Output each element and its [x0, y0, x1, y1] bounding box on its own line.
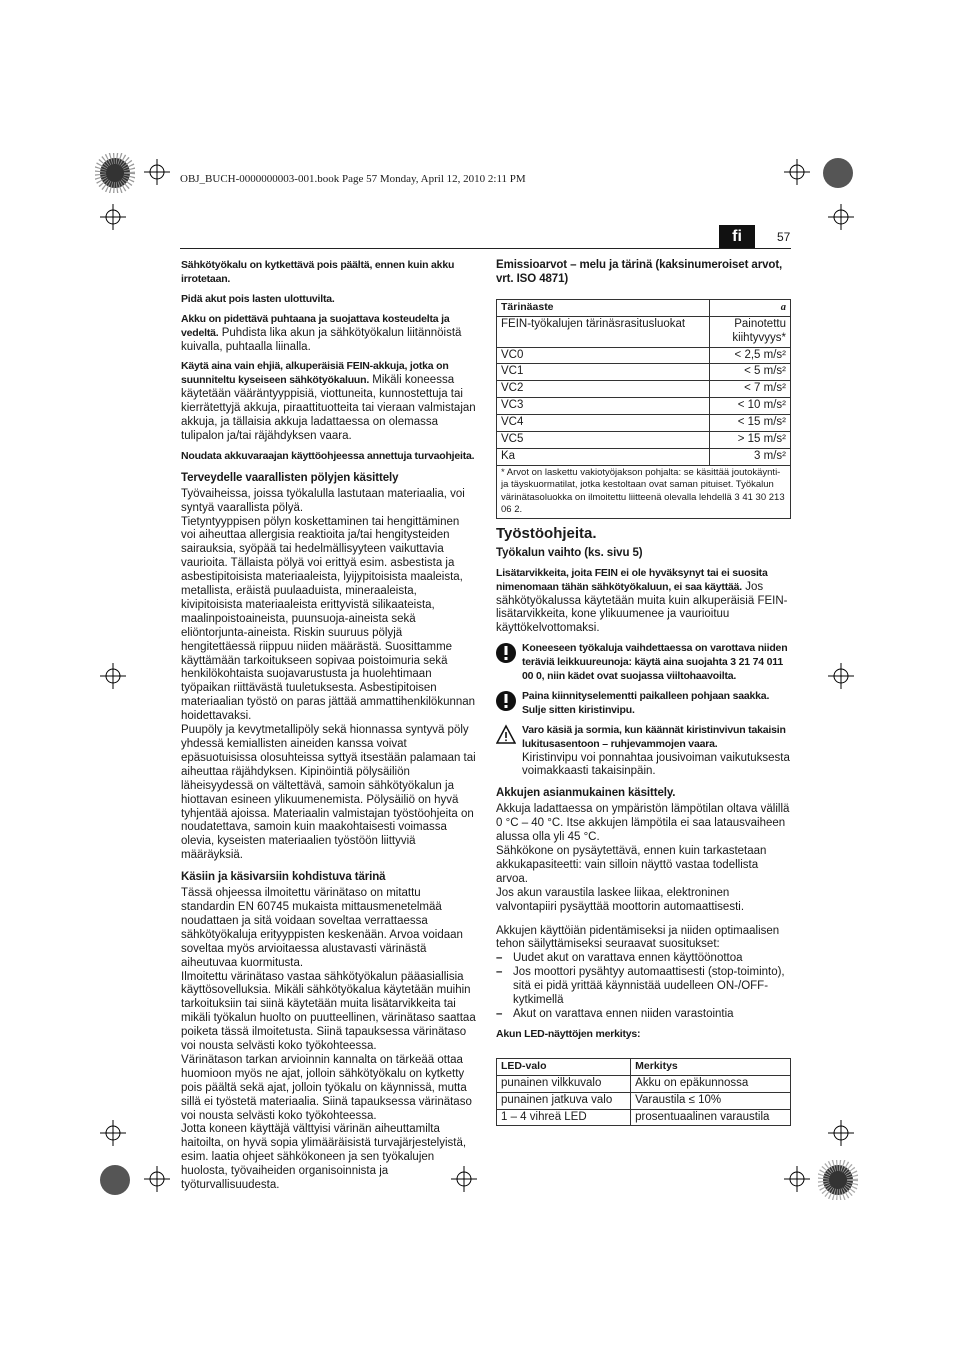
warning-block: Koneeseen työkaluja vaihdettaessa on varottava niiden teräviä leikkuureunoja: käytä aina suojahta 3 21 74 011 00 0, niin kädet ovat suojassa viiltohaavoilta.	[496, 642, 792, 684]
section-heading: Käsiin ja käsivarsiin kohdistuva tärinä	[181, 871, 386, 884]
tips-list	[496, 952, 792, 1022]
list-item: – Uudet akut on varattava ennen käyttöönottoa	[496, 952, 792, 966]
warning-block: Varo käsiä ja sormia, kun käännät kiristinvivun takaisin lukitusasentoon – ruhjevammojen vaara. Kiristinvipu voi ponnahtaa jousivoiman vaikutuksesta voimakkaasti takaisinpäin.	[496, 724, 792, 780]
registration-mark	[144, 1166, 170, 1192]
registration-mark	[784, 1166, 810, 1192]
table-header: Merkitys	[631, 1058, 791, 1075]
section-heading: Terveydelle vaarallisten pölyjen käsittely	[181, 471, 399, 484]
right-column	[496, 259, 792, 1126]
list-item: – Jos moottori pysähtyy automaattisesti (stop-toiminto), sitä ei pidä yrittää käynnistää uudelleen ON-/OFF-kytkimellä	[496, 966, 792, 1008]
book-info-line: OBJ_BUCH-0000000003-001.book Page 57 Monday, April 12, 2010 2:11 PM	[180, 173, 526, 185]
table-row: Ka 3 m/s²	[497, 448, 791, 465]
registration-mark	[100, 204, 126, 230]
registration-mark	[828, 204, 854, 230]
warning-triangle-icon	[496, 724, 516, 746]
color-target-mark	[818, 1160, 858, 1200]
paragraph: Sähkötyökalu on kytkettävä pois päältä, ennen kuin akku irrotetaan.	[181, 259, 455, 285]
header-rule	[180, 248, 791, 249]
registration-mark	[100, 1120, 126, 1146]
paragraph: Noudata akkuvaraajan käyttöohjeessa annettuja turvaohjeita.	[181, 449, 475, 462]
registration-mark	[144, 159, 170, 185]
color-target-mark	[95, 153, 135, 193]
registration-mark	[828, 663, 854, 689]
paragraph: Pidä akut pois lasten ulottuvilta.	[181, 292, 335, 305]
paragraph: Akku on pidettävä puhtaana ja suojattava kosteudelta ja vedeltä. Puhdista lika akun ja sähkötyökalun liitännöistä kuivalla, puhtaalla liinalla.	[181, 312, 462, 353]
registration-mark	[784, 159, 810, 185]
language-tab: fi	[719, 225, 755, 248]
table-row: VC1 < 5 m/s²	[497, 364, 791, 381]
table-row: 1 – 4 vihreä LED prosentuaalinen varaustila	[497, 1109, 791, 1126]
section-heading: Akun LED-näyttöjen merkitys:	[496, 1027, 641, 1040]
table-cell: Painotettu kiihtyvyys*	[710, 316, 791, 347]
vibration-table	[496, 299, 791, 519]
section-heading: Akkujen asianmukainen käsittely.	[496, 787, 676, 800]
mandatory-exclamation-icon	[496, 642, 516, 664]
table-row: VC3 < 10 m/s²	[497, 398, 791, 415]
led-table	[496, 1058, 791, 1127]
paragraph: Tässä ohjeessa ilmoitettu värinätaso on mitattu standardin EN 60745 mukaista mittausmenetelmää noudattaen ja sitä voidaan soveltaa verrattaessa sähkötyökaluja erityyppisten keskenään. Arvoa voidaan soveltaa myös arvioitaessa alustavasti värinästä aiheutuvaa kuormitusta. Ilmoitettu värinätaso vastaa sähkötyökalun pääasiallisia käyttösovelluksia. Mikäli sähkötyökalua käytetään muihin tarkoituksiin tai siinä käytetään muita lisätarvikkeita tai mikäli työkalun huolto on puutteellinen, värinätaso saattaa poiketa tässä ilmoitetusta. Siinä tapauksessa värinätaso voi nousta selvästi koko työkohteessa. Värinätason tarkan arvioinnin kannalta on tärkeää ottaa huomioon myös ne ajat, jolloin sähkötyökalu on kytketty pois päältä sekä ajat, jolloin työkalu on käynnissä, mutta sillä ei työstetä materiaalia. Siinä tapauksessa värinätaso voi nousta selvästi koko työkohteessa. Jotta koneen käyttäjä välttyisi värinän aiheuttamilta haitoilta, on hyvä sopia ylimääräisistä turvajärjestelyistä, esim. laatia ohjeet sähkökoneen ja sen työkalujen huolosta, työvaiheiden organisoinnista ja työturvallisuudesta.	[181, 887, 476, 1192]
table-row: VC2 < 7 m/s²	[497, 381, 791, 398]
mandatory-exclamation-icon	[496, 690, 516, 712]
table-row: VC5 > 15 m/s²	[497, 432, 791, 449]
paragraph: Työvaiheissa, joissa työkalulla lastutaan materiaalia, voi syntyä vaarallista pölyä. Tietyntyyppisen pölyn koskettaminen tai hengittäminen voi aiheuttaa allergisia reaktioita ja/tai hengitysteiden sairauksia, syöpää tai hedelmällisyyteen vaikuttavia vaurioita. Tällaista pölyä voi erittyä esim. asbestista ja asbestipitoisista materiaaleista, lyijypitoisista maaleista, metallista, eräistä puulaaduista, mineraaleista, kivipitoisista materiaaleista erittyvistä silikaateista, maalinpoistoaineista, puunsuoja-aineista sekä eliöntorjunta-aineista. Riskin suuruus pölyjä hengitettäessä riippuu niiden määrästä. Suosittamme käyttämään tarkoitukseen sopivaa poistoimuria sekä henkilökohtaista suojavarustusta ja huolehtimaan työpaikan riittävästä tuuletuksesta. Asbestipitoisen materiaalian työstö on paras jättää ammattihenkilökunnan hoidettavaksi. Puupöly ja kevytmetallipöly sekä hionnassa syntyvä pöly yhdessä kemiallisten aineiden kanssa voivat epäsuotuisissa olosuhteissa syttyä itsestään palamaan tai aiheuttaa räjähdyksen. Kipinöintiä pölysäiliön läheisyydessä on vältettävä, samoin sähkötyökalun ja hiottavan esineen ylikuumenemista. Pölysäiliö on hyvä tyhjentää ajoissa. Materiaalin valmistajan työstöohjeita on noudatettava, samoin kuin maakohtaisesti voimassa olevia, kyseisten materiaalien työstöön liittyviä määräyksiä.	[181, 487, 476, 862]
section-heading: Työkalun vaihto (ks. sivu 5)	[496, 546, 643, 559]
paragraph: Käytä aina vain ehjiä, alkuperäisiä FEIN-akkuja, jotka on suunniteltu kyseiseen sähkötyökaluun. Mikäli koneessa käytetään vääräntyyppisiä, viottuneita, kunnostettuja tai kierrätettyjä akkuja, piraattituotteita tai vieraan valmistajan akkuja, ja tällaisia akkuja ladattaessa on olemassa tulipalon ja/tai räjähdyksen vaara.	[181, 360, 476, 442]
table-header: LED-valo	[497, 1058, 631, 1075]
table-header: Tärinäaste	[497, 299, 710, 316]
list-item: – Akut on varattava ennen niiden varastointia	[496, 1008, 792, 1022]
paragraph: Akkuja ladattaessa on ympäristön lämpötilan oltava välillä 0 °C – 40 °C. Itse akkujen lämpötila ei saa latausvaiheen alussa olla yli 45 °C. Sähkökone on pysäytettävä, ennen kuin tarkastetaan akkukapasiteetti: vain silloin näyttö vastaa todellista arvoa. Jos akun varaustila laskee liikaa, elektroninen valvontapiiri pysäyttää moottorin automaattisesti.	[496, 803, 790, 913]
paragraph: Lisätarvikkeita, joita FEIN ei ole hyväksynyt tai ei suosita nimenomaan tähän sähkötyökaluun, ei saa käyttää. Jos sähkötyökalussa käytetään muita kuin alkuperäisiä FEIN-lisätarvikkeita, kone ylikuumenee ja vaurioituu käyttökelvottomaksi.	[496, 566, 788, 635]
color-target-mark	[95, 1160, 135, 1200]
color-target-mark	[818, 153, 858, 193]
registration-mark	[100, 663, 126, 689]
table-footnote: * Arvot on laskettu vakiotyöjakson pohjalta: se käsittää joutokäynti- ja täyskuormatilat, jotka kestoltaan ovat saman pituiset. Työkalun värinätasoluokka on ilmoitettu liitteenä olevalla lehdellä 3 41 30 213 06 2.	[497, 465, 791, 518]
table-row: VC4 < 15 m/s²	[497, 415, 791, 432]
registration-mark	[828, 1120, 854, 1146]
section-heading: Emissioarvot – melu ja tärinä (kaksinumeroiset arvot, vrt. ISO 4871)	[496, 259, 783, 285]
table-row: punainen vilkkuvalo Akku on epäkunnossa	[497, 1075, 791, 1092]
table-cell: FEIN-työkalujen tärinäsrasitusluokat	[497, 316, 710, 347]
warning-block: Paina kiinnityselementti paikalleen pohjaan saakka. Sulje sitten kiristinvipu.	[496, 690, 792, 718]
page-number: 57	[777, 230, 791, 244]
left-column	[181, 259, 477, 1199]
section-heading: Työstöohjeita.	[496, 524, 597, 542]
table-row: VC0 < 2,5 m/s²	[497, 347, 791, 364]
table-row: punainen jatkuva valo Varaustila ≤ 10%	[497, 1092, 791, 1109]
paragraph: Akkujen käyttöiän pidentämiseksi ja niiden optimaalisen tehon säilyttämiseksi seuraavat suositukset:	[496, 924, 780, 951]
table-header: a	[710, 299, 791, 316]
